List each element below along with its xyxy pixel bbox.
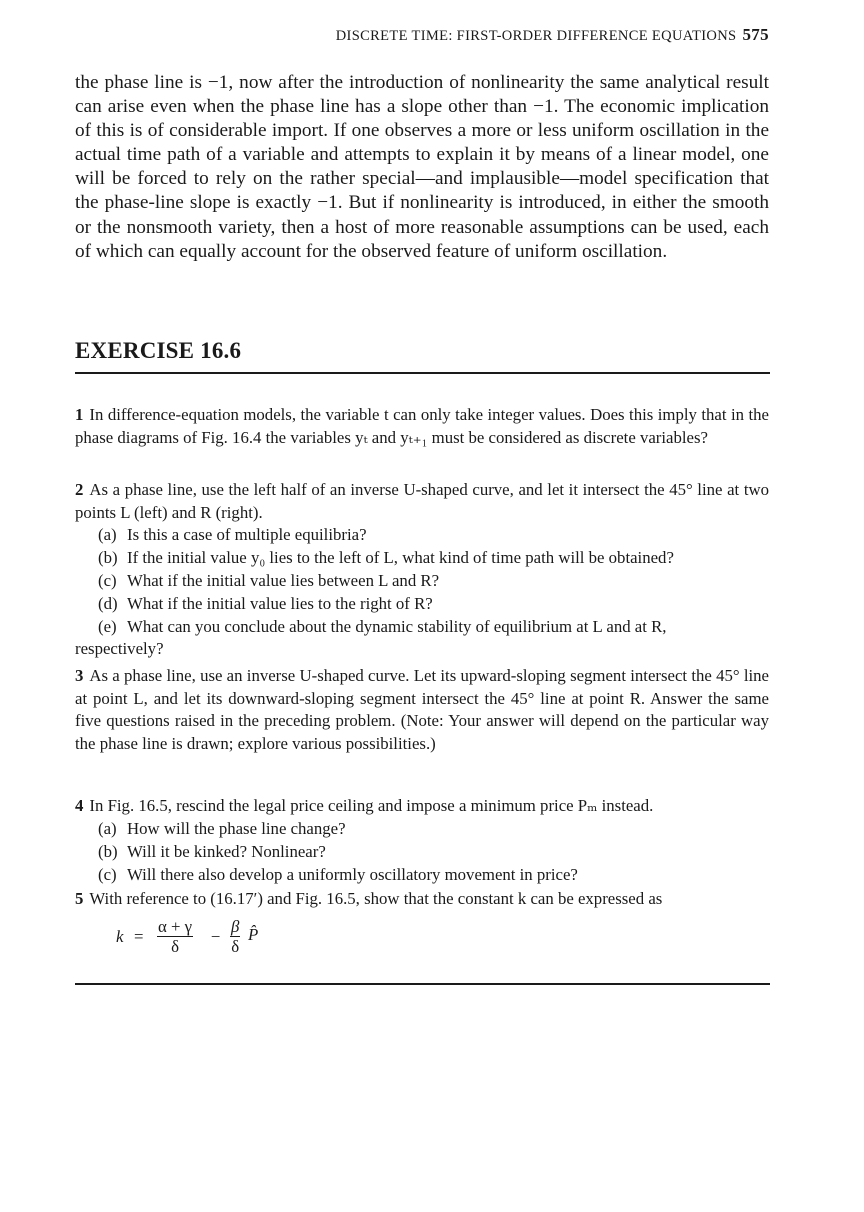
- question-5: [75, 888, 769, 911]
- question-2-part-e: [98, 616, 769, 639]
- part-label: (a): [98, 819, 117, 838]
- question-number: 4: [75, 796, 84, 815]
- part-text: What if the initial value lies to the right of R?: [127, 594, 433, 613]
- question-number: 2: [75, 480, 84, 499]
- question-2-part-a: [98, 524, 769, 547]
- question-4-part-c: [98, 864, 769, 887]
- formula-fraction-1: [157, 918, 193, 956]
- running-head: [325, 25, 769, 45]
- formula-k: [116, 918, 286, 958]
- question-2-continuation: respectively?: [75, 639, 164, 658]
- part-text: Is this a case of multiple equilibria?: [127, 525, 367, 544]
- question-2-part-b: [98, 547, 769, 570]
- exercise-title: EXERCISE 16.6: [75, 338, 242, 363]
- part-text: Will there also develop a uniformly oscillatory movement in price?: [127, 865, 578, 884]
- question-4-part-b: [98, 841, 769, 864]
- fraction-denominator: δ: [231, 937, 240, 956]
- fraction-denominator: δ: [171, 937, 179, 956]
- question-2: [75, 479, 769, 524]
- exercise-top-rule: [75, 372, 770, 374]
- part-label: (c): [98, 865, 117, 884]
- part-text: Will it be kinked? Nonlinear?: [127, 842, 326, 861]
- question-2-part-d: [98, 593, 769, 616]
- question-number: 1: [75, 405, 84, 424]
- formula-equals: =: [134, 927, 144, 946]
- formula-fraction-2: [230, 918, 240, 956]
- part-text: What if the initial value lies between L and R?: [127, 571, 440, 590]
- part-label: (b): [98, 842, 118, 861]
- question-4-part-a: [98, 818, 769, 841]
- formula-p-hat: P̂: [248, 925, 259, 944]
- part-label: (a): [98, 525, 117, 544]
- question-text: As a phase line, use the left half of an inverse U-shaped curve, and let it intersect the 45° line at two points L (left) and R (right).: [75, 480, 769, 522]
- part-label: (d): [98, 594, 118, 613]
- part-label: (e): [98, 617, 117, 636]
- running-title: DISCRETE TIME: FIRST-ORDER DIFFERENCE EQUATIONS: [335, 28, 737, 44]
- question-text: In Fig. 16.5, rescind the legal price ceiling and impose a minimum price Pₘ instead.: [89, 796, 654, 815]
- fraction-numerator: β: [231, 917, 240, 936]
- question-1: [75, 404, 769, 449]
- formula-minus: −: [211, 927, 221, 946]
- question-text: With reference to (16.17′) and Fig. 16.5, show that the constant k can be expressed as: [89, 889, 663, 908]
- intro-paragraph: the phase line is −1, now after the introduction of nonlinearity the same analytical result can arise even when the phase line has a slope other than −1. The economic implication of this is of considerable import. If one observes a more or less uniform oscillation in the actual time path of a variable and attempts to explain it by means of a linear model, one will be forced to rely on the rather special—and implausible—model specification that the phase-line slope is exactly −1. But if nonlinearity is introduced, in either the smooth or the nonsmooth variety, then a host of more reasonable assumptions can be used, each of which can equally account for the observed feature of uniform oscillation.: [75, 72, 769, 262]
- fraction-numerator: α + γ: [158, 917, 193, 936]
- part-label: (c): [98, 571, 117, 590]
- exercise-bottom-rule: [75, 983, 770, 985]
- part-text: How will the phase line change?: [127, 819, 346, 838]
- question-text: In difference-equation models, the variable t can only take integer values. Does this imply that in the phase diagrams of Fig. 16.4 the variables yₜ and yₜ₊₁ must be considered as discrete variables?: [75, 405, 769, 447]
- question-4: [75, 795, 769, 818]
- part-text: If the initial value y₀ lies to the left of L, what kind of time path will be obtained?: [127, 548, 674, 567]
- question-3: [75, 665, 769, 755]
- question-text: As a phase line, use an inverse U-shaped curve. Let its upward-sloping segment intersect the 45° line at point L, and let its downward-sloping segment intersect the 45° line at point R. Answer the same five questions raised in the preceding problem. (Note: Your answer will depend on the particular way the phase line is drawn; explore various possibilities.): [75, 666, 769, 753]
- part-label: (b): [98, 548, 118, 567]
- question-2-part-c: [98, 570, 769, 593]
- question-number: 3: [75, 666, 84, 685]
- page-number: 575: [742, 25, 769, 44]
- question-number: 5: [75, 889, 84, 908]
- part-text: What can you conclude about the dynamic stability of equilibrium at L and at R,: [127, 617, 667, 636]
- formula-lhs: k: [116, 927, 124, 946]
